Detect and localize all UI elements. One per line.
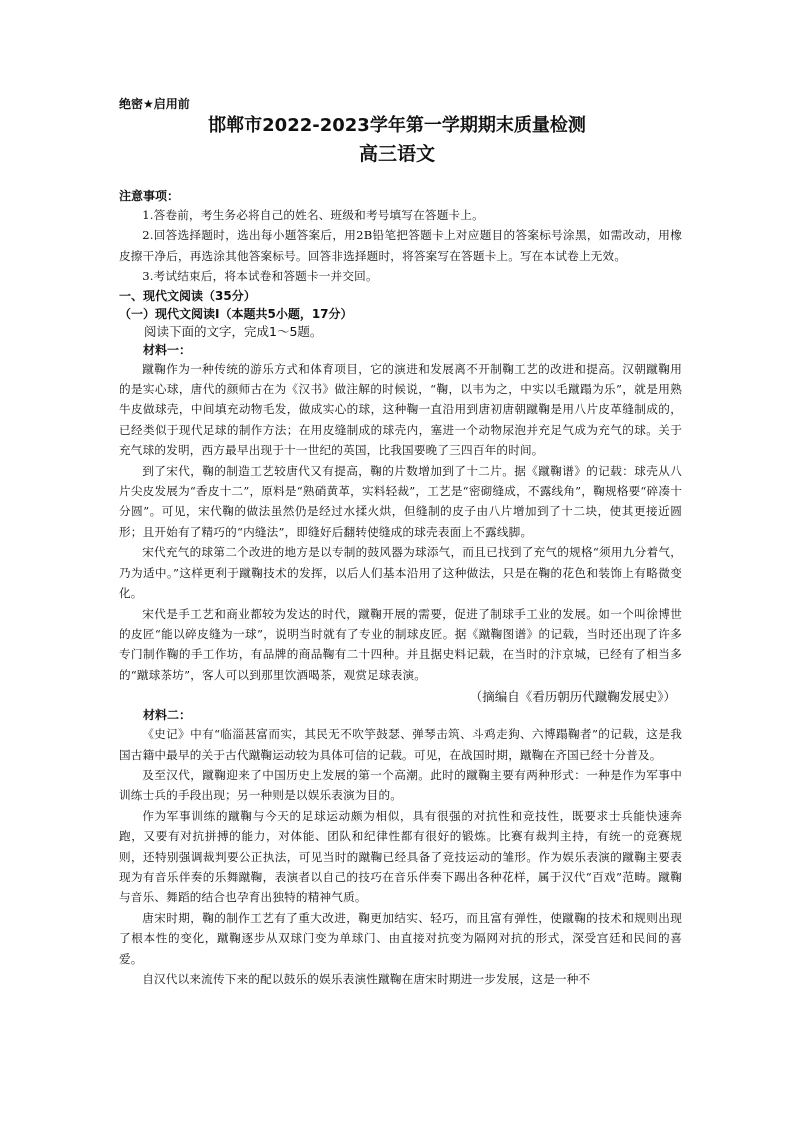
notes-item: 3.考试结束后，将本试卷和答题卡一并交回。	[142, 269, 378, 284]
material2-paragraph: 《史记》中有“临淄甚富而实，其民无不吹竽鼓瑟、弹琴击筑、斗鸡走狗、六博蹋鞠者”的记载，这是我国古籍中最早的关于古代蹴鞠运动较为具体可信的记载。可见，在战国时期，蹴鞠在齐国已经十分普及。	[119, 727, 682, 762]
material2-label: 材料二：	[143, 708, 192, 723]
material1-paragraph: 宋代充气的球第二个改进的地方是以专制的鼓风器为球添气，而且已找到了充气的规格“须用九分着气，乃为适中。”这样更利于蹴鞠技术的发挥，以后人们基本沿用了这种做法，只是在鞠的花色和装饰上有略微变化。	[119, 545, 682, 601]
section-heading: 一、现代文阅读（35分）	[119, 288, 256, 303]
exam-content	[119, 187, 682, 989]
material1-paragraph: 蹴鞠作为一种传统的游乐方式和体育项目，它的演进和发展离不开制鞠工艺的改进和提高。汉朝蹴鞠用的是实心球，唐代的颜师古在为《汉书》做注解的时候说，“鞠，以韦为之，中实以毛蹴蹋为乐”，就是用熟牛皮做球壳，中间填充动物毛发，做成实心的球，这种鞠一直沿用到唐初唐朝蹴鞠是用八片皮革缝制成的，已经类似于现代足球的制作方法；在用皮缝制成的球壳内，塞进一个动物尿泡并充足气成为充气的球。关于充气球的发明，西方最早出现于十一世纪的英国，比我国要晚了三四百年的时间。	[119, 361, 682, 458]
material2-paragraph: 唐宋时期，鞠的制作工艺有了重大改进，鞠更加结实、轻巧，而且富有弹性，使蹴鞠的技术和规则出现了根本性的变化，蹴鞠逐步从双球门变为单球门、由直接对抗变为隔网对抗的形式，深受宫廷和民间的喜爱。	[119, 910, 682, 966]
notes-item: 2.回答选择题时，选出每小题答案后，用2B铅笔把答题卡上对应题目的答案标号涂黑，如需改动，用橡皮擦干净后，再选涂其他答案标号。回答非选择题时，将答案写在答题卡上。写在本试卷上无效。	[119, 228, 682, 263]
material2-paragraph: 及至汉代，蹴鞠迎来了中国历史上发展的第一个高潮。此时的蹴鞠主要有两种形式：一种是作为军事中训练士兵的手段出现；另一种则是以娱乐表演为目的。	[119, 767, 682, 803]
material1-paragraph: 宋代是手工艺和商业都较为发达的时代，蹴鞠开展的需要，促进了制球手工业的发展。如一个叫徐博世的皮匠“能以碎皮缝为一球”，说明当时就有了专业的制球皮匠。据《蹴鞠图谱》的记载，当时还出现了许多专门制作鞠的手工作坊，有品牌的商品鞠有二十四种。并且据史料记载，在当时的汴京城，已经有了相当多的“蹴球茶坊”，客人可以到那里饮酒喝茶，观赏足球表演。	[119, 606, 682, 682]
confidential-label: 绝密★启用前	[119, 97, 190, 111]
material2-paragraph: 作为军事训练的蹴鞠与今天的足球运动颇为相似，具有很强的对抗性和竞技性，既要求士兵能快速奔跑，又要有对抗拼搏的能力，对体能、团队和纪律性都有很好的锻炼。比赛有裁判主持，有统一的竞赛规则，还特别强调裁判要公正执法，可见当时的蹴鞠已经具备了竞技运动的雏形。作为娱乐表演的蹴鞠主要表现为有音乐伴奏的乐舞蹴鞠，表演者以自己的技巧在音乐伴奏下踢出各种花样，属于汉代“百戏”范畴。蹴鞠与音乐、舞蹈的结合也孕育出独特的精神气质。	[119, 808, 682, 905]
notes-heading: 注意事项：	[119, 189, 180, 203]
material1-source: （摘编自《看历朝历代蹴鞠发展史》）	[469, 689, 676, 705]
reading-instruction: 阅读下面的文字，完成1～5题。	[144, 323, 323, 339]
section-subheading: （一）现代文阅读Ⅰ（本题共5小题，17分）	[119, 306, 353, 321]
exam-subject: 高三语文	[358, 143, 435, 165]
material2-paragraph: 自汉代以来流传下来的配以鼓乐的娱乐表演性蹴鞠在唐宋时期进一步发展，这是一种不	[142, 972, 591, 986]
notes-item: 1.答卷前，考生务必将自己的姓名、班级和考号填写在答题卡上。	[142, 208, 484, 222]
exam-title: 邯郸市2022-2023学年第一学期期末质量检测	[208, 115, 586, 136]
material1-label: 材料一：	[143, 342, 192, 357]
material1-paragraph: 到了宋代，鞠的制造工艺较唐代又有提高，鞠的片数增加到了十二片。据《蹴鞠谱》的记载：球壳从八片尖皮发展为“香皮十二”，原料是“熟硝黄革，实料轻裁”，工艺是“密砌缝成，不露线角”，鞠规格要“碎凑十分圆”。可见，宋代鞠的做法虽然仍是经过水揉火烘，但缝制的皮子由八片增加到了十二块，使其更接近圆形；且开始有了精巧的“内缝法”，即缝好后翻转使缝成的球壳表面上不露线脚。	[119, 463, 682, 539]
